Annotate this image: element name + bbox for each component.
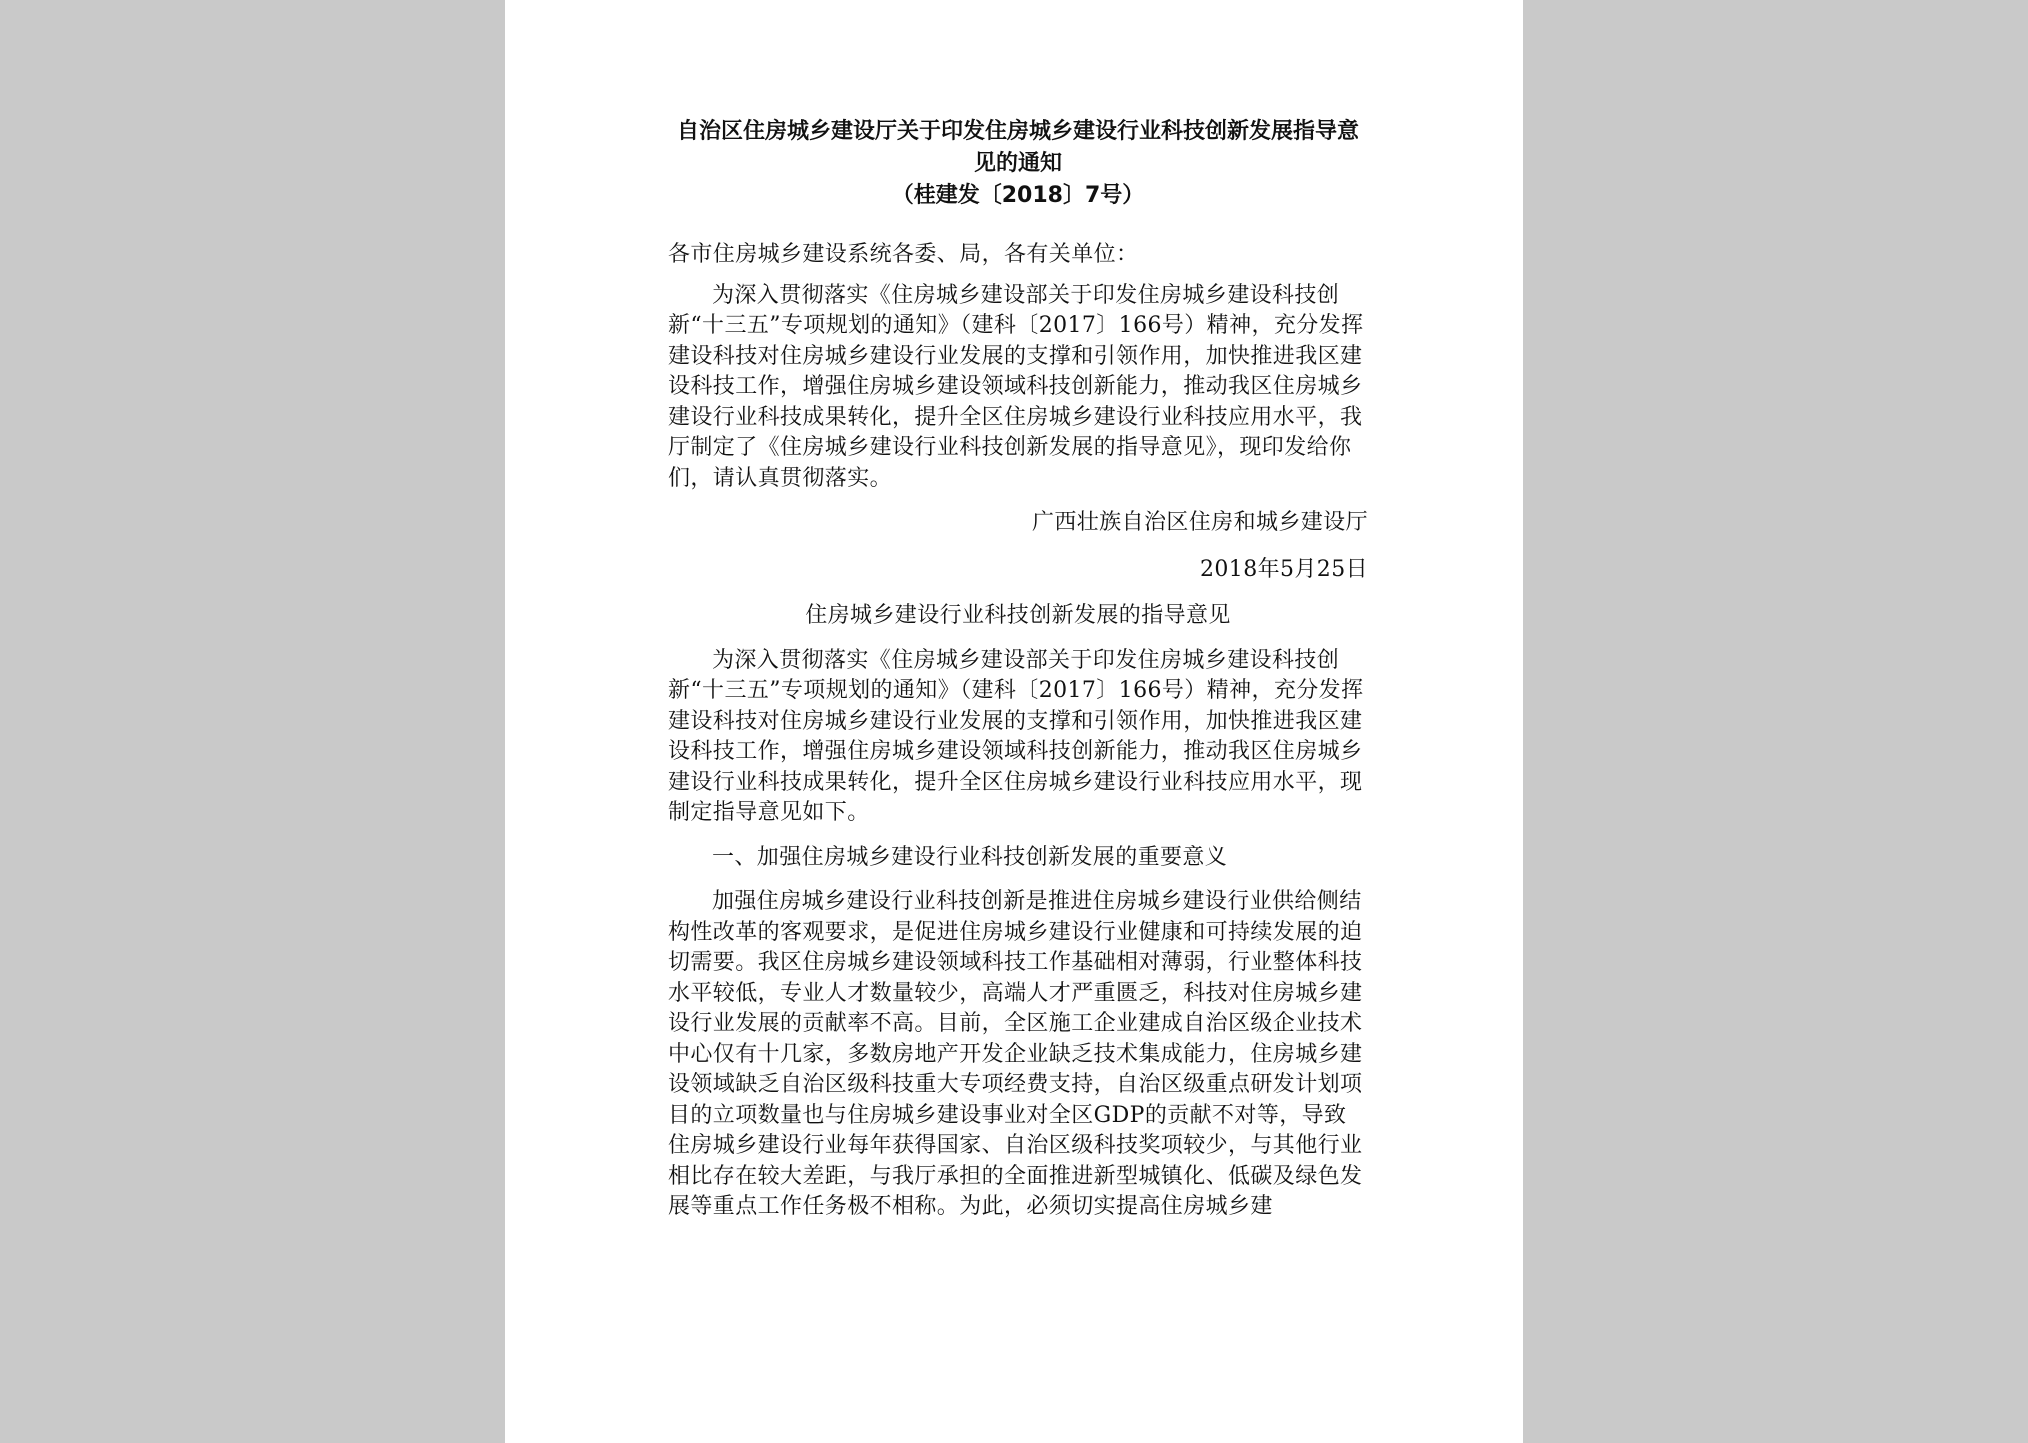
document-page <box>505 0 1523 1443</box>
attachment-title: 住房城乡建设行业科技创新发展的指导意见 <box>805 603 1231 628</box>
document-title: 自治区住房城乡建设厅关于印发住房城乡建设行业科技创新发展指导意见的通知 <box>676 119 1359 176</box>
issue-date: 2018年5月25日 <box>1200 556 1368 582</box>
section-body: 加强住房城乡建设行业科技创新是推进住房城乡建设行业供给侧结构性改革的客观要求，是促进住房城乡建设行业健康和可持续发展的迫切需要。我区住房城乡建设领域科技工作基础相对薄弱，行业整体科技水平较低，专业人才数量较少，高端人才严重匮乏，科技对住房城乡建设行业发展的贡献率不高。目前，全区施工企业建成自治区级企业技术中心仅有十几家，多数房地产开发企业缺乏技术集成能力，住房城乡建设领域缺乏自治区级科技重大专项经费支持，自治区级重点研发计划项目的立项数量也与住房城乡建设事业对全区GDP的贡献不对等，导致住房城乡建设行业每年获得国家、自治区级科技奖项较少，与其他行业相比存在较大差距，与我厅承担的全面推进新型城镇化、低碳及绿色发展等重点工作任务极不相称。为此，必须切实提高住房城乡建 <box>668 889 1363 1219</box>
document-content <box>668 116 1368 1237</box>
issuer: 广西壮族自治区住房和城乡建设厅 <box>1031 510 1368 535</box>
attachment-intro: 为深入贯彻落实《住房城乡建设部关于印发住房城乡建设科技创新“十三五”专项规划的通知》（建科〔2017〕166号）精神，充分发挥建设科技对住房城乡建设行业发展的支撑和引领作用，加快推进我区建设科技工作，增强住房城乡建设领域科技创新能力，推动我区住房城乡建设行业科技成果转化，提升全区住房城乡建设行业科技应用水平，现制定指导意见如下。 <box>668 647 1364 825</box>
notice-body: 为深入贯彻落实《住房城乡建设部关于印发住房城乡建设科技创新“十三五”专项规划的通知》（建科〔2017〕166号）精神，充分发挥建设科技对住房城乡建设行业发展的支撑和引领作用，加快推进我区建设科技工作，增强住房城乡建设领域科技创新能力，推动我区住房城乡建设行业科技成果转化，提升全区住房城乡建设行业科技应用水平，我厅制定了《住房城乡建设行业科技创新发展的指导意见》，现印发给你们，请认真贯彻落实。 <box>668 282 1364 491</box>
document-number: （桂建发〔2018〕7号） <box>891 183 1145 208</box>
section-heading: 一、加强住房城乡建设行业科技创新发展的重要意义 <box>712 844 1228 870</box>
salutation: 各市住房城乡建设系统各委、局，各有关单位： <box>668 242 1139 267</box>
